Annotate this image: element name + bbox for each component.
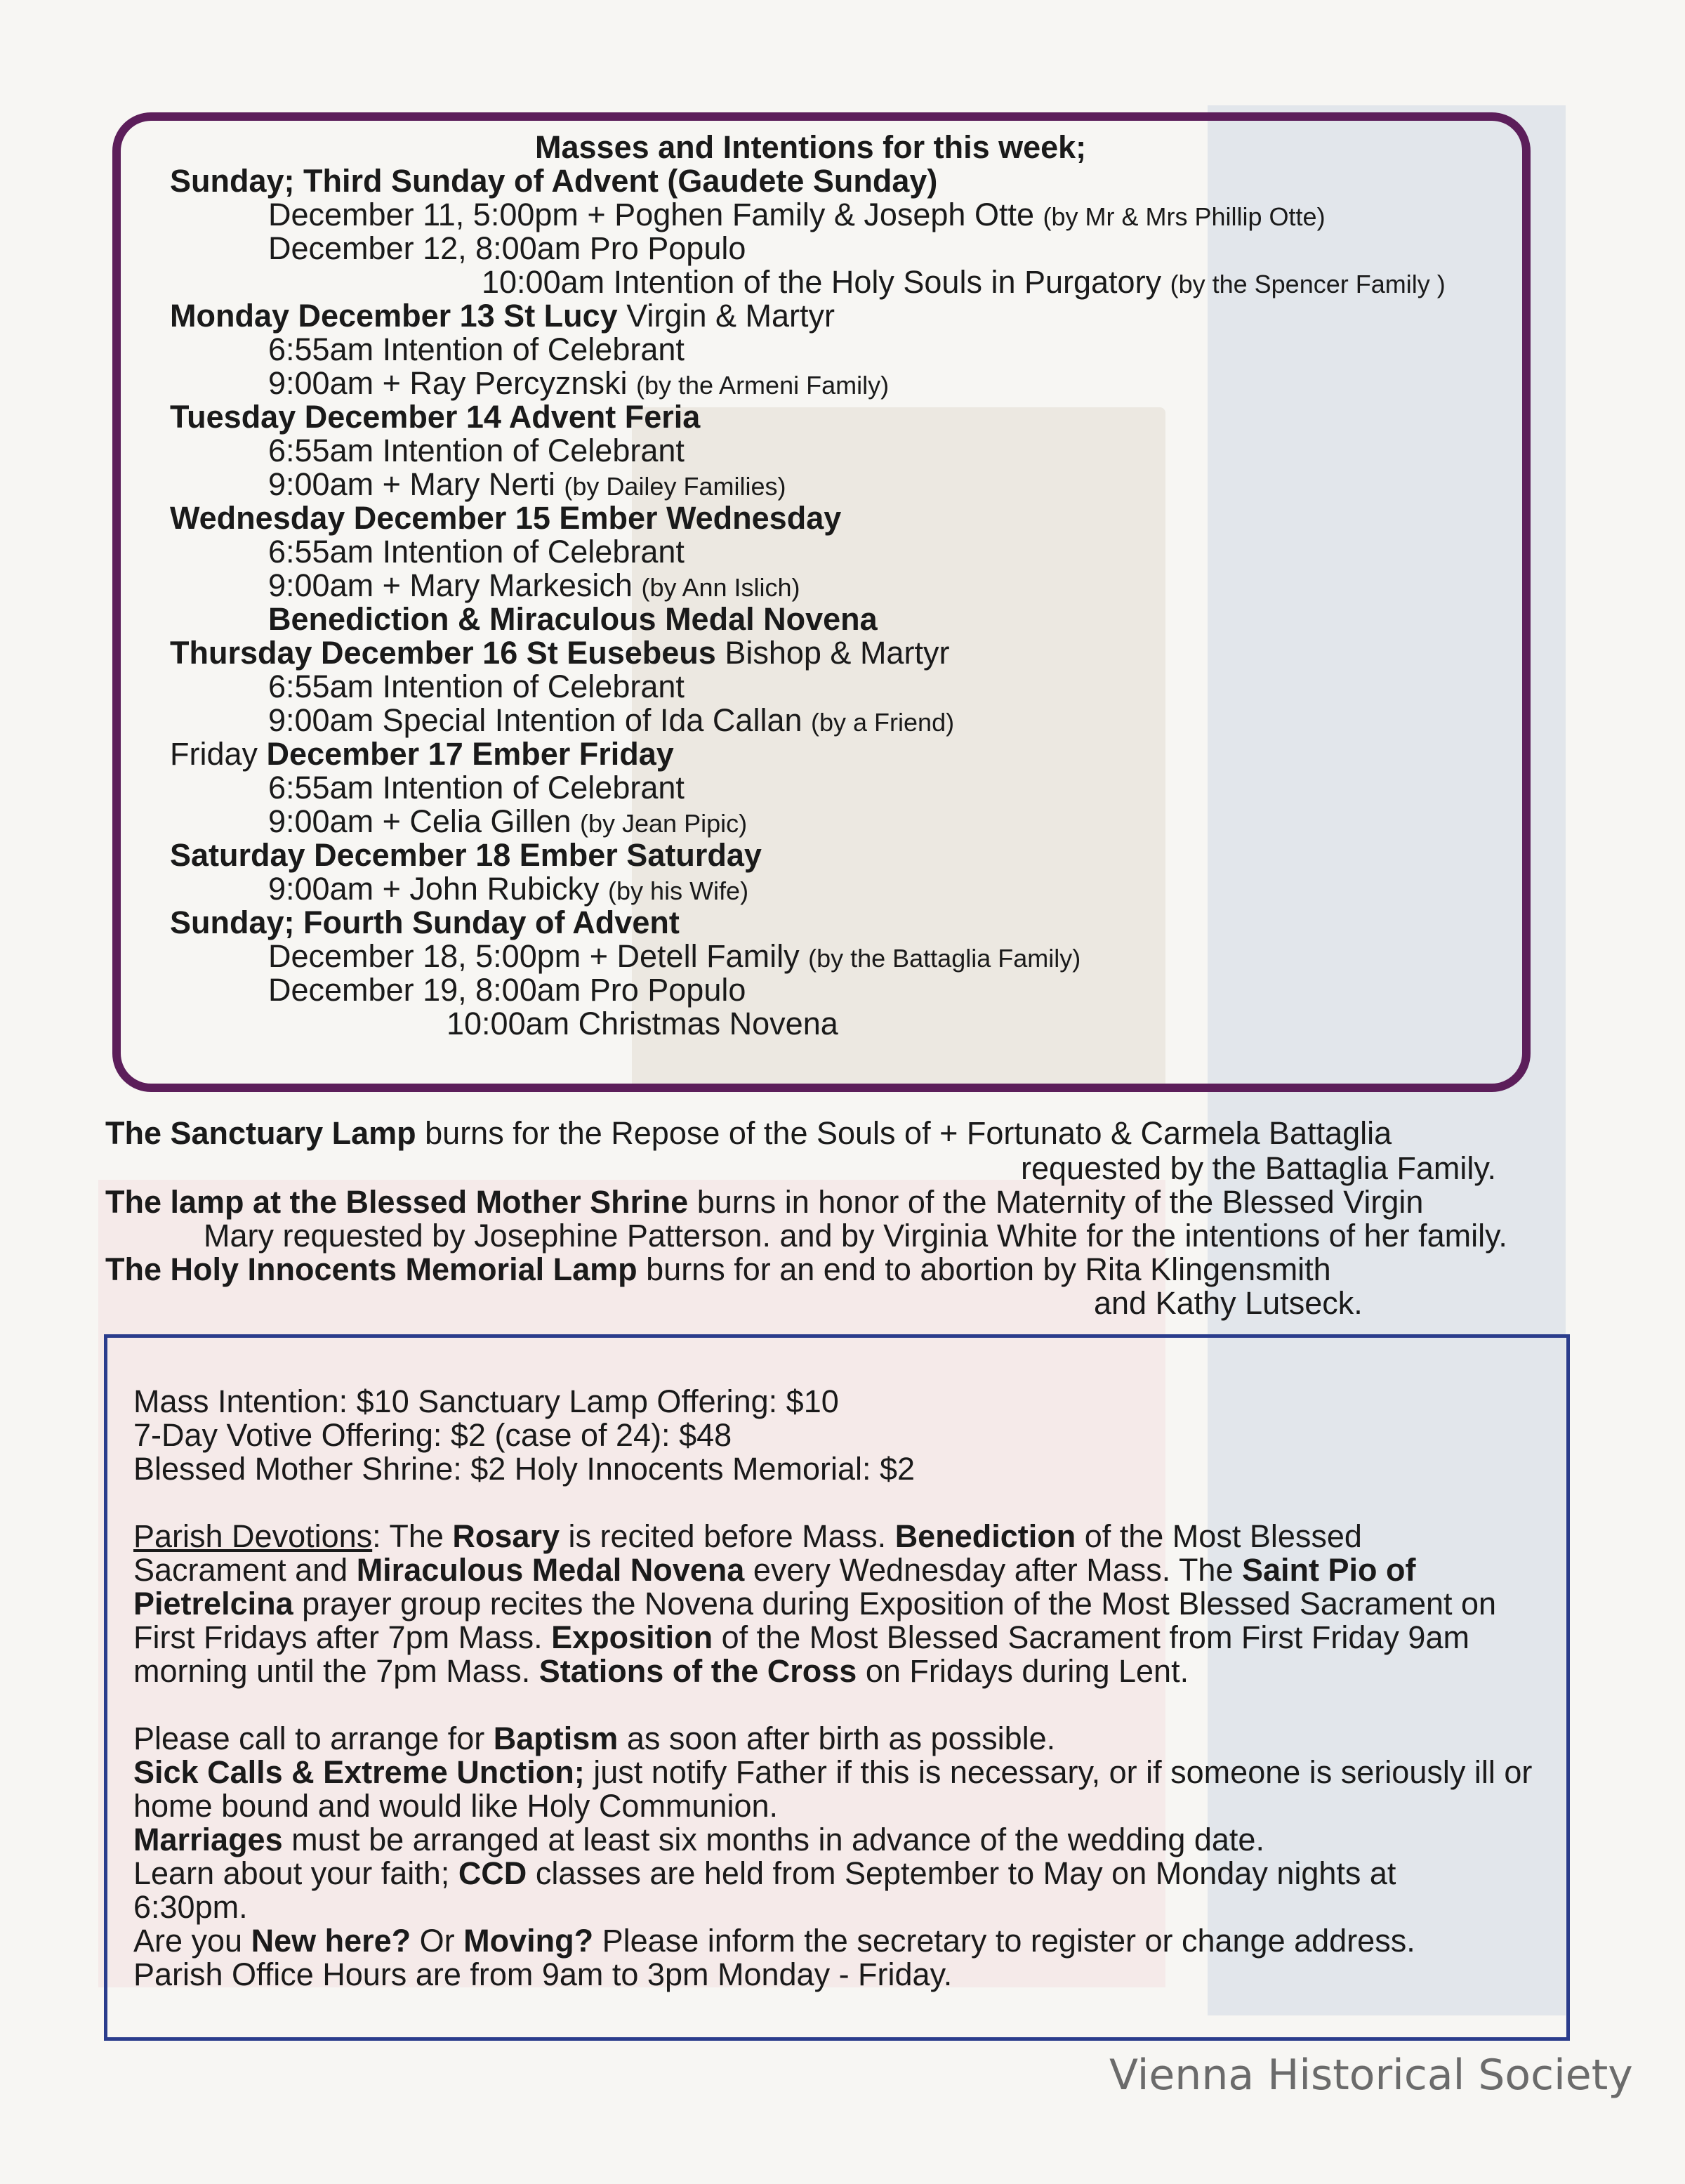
day-heading: Tuesday December 14 Advent Feria	[170, 399, 701, 435]
day-heading: Sunday; Fourth Sunday of Advent	[170, 904, 680, 940]
day-heading: Wednesday December 15 Ember Wednesday	[170, 500, 842, 536]
mass-line: Benediction & Miraculous Medal Novena	[268, 601, 878, 637]
sanctuary-lamp-requester: requested by the Battaglia Family.	[1021, 1150, 1497, 1186]
devotions-line: Pietrelcina prayer group recites the Novena during Exposition of the Most Blessed Sacrament on	[133, 1586, 1497, 1621]
sanctuary-lamp-line: The Sanctuary Lamp burns for the Repose of the Souls of + Fortunato & Carmela Battaglia	[105, 1115, 1392, 1151]
day-heading: Sunday; Third Sunday of Advent (Gaudete Sunday)	[170, 163, 938, 199]
devotions-line: Sacrament and Miraculous Medal Novena every Wednesday after Mass. The Saint Pio of	[133, 1552, 1416, 1588]
new-here-line: Are you New here? Or Moving? Please inform the secretary to register or change address.	[133, 1923, 1415, 1959]
mass-line: 10:00am Christmas Novena	[447, 1006, 838, 1041]
mass-line: 6:55am Intention of Celebrant	[268, 770, 685, 805]
offering-line: 7-Day Votive Offering: $2 (case of 24): $48	[133, 1417, 732, 1453]
offering-line: Mass Intention: $10 Sanctuary Lamp Offering: $10	[133, 1383, 839, 1419]
day-heading: Monday December 13 St Lucy Virgin & Martyr	[170, 298, 835, 334]
mass-line: 9:00am + Mary Markesich (by Ann Islich)	[268, 567, 800, 603]
mass-line: 9:00am + John Rubicky (by his Wife)	[268, 871, 749, 907]
mother-shrine-lamp-requester: Mary requested by Josephine Patterson. and by Virginia White for the intentions of her family.	[204, 1218, 1507, 1254]
sick-calls-line: home bound and would like Holy Communion.	[133, 1788, 779, 1824]
marriages-line: Marriages must be arranged at least six months in advance of the wedding date.	[133, 1822, 1264, 1857]
mass-line: 6:55am Intention of Celebrant	[268, 534, 685, 570]
day-heading: Thursday December 16 St Eusebeus Bishop & Martyr	[170, 635, 950, 671]
watermark-text: Vienna Historical Society	[1109, 2051, 1633, 2100]
mass-line: 10:00am Intention of the Holy Souls in Purgatory (by the Spencer Family )	[482, 264, 1446, 300]
offering-line: Blessed Mother Shrine: $2 Holy Innocents Memorial: $2	[133, 1451, 916, 1487]
mass-line: 9:00am + Mary Nerti (by Dailey Families)	[268, 466, 786, 502]
office-hours-line: Parish Office Hours are from 9am to 3pm Monday - Friday.	[133, 1956, 953, 1992]
mass-line: December 11, 5:00pm + Poghen Family & Joseph Otte (by Mr & Mrs Phillip Otte)	[268, 197, 1326, 232]
mass-line: December 18, 5:00pm + Detell Family (by the Battaglia Family)	[268, 938, 1081, 974]
mass-line: December 19, 8:00am Pro Populo	[268, 972, 746, 1008]
mass-line: 6:55am Intention of Celebrant	[268, 331, 685, 367]
mass-line: 9:00am Special Intention of Ida Callan (by a Friend)	[268, 702, 955, 738]
mass-line: 6:55am Intention of Celebrant	[268, 669, 685, 704]
ccd-line: 6:30pm.	[133, 1889, 248, 1925]
mass-line: December 12, 8:00am Pro Populo	[268, 230, 746, 266]
masses-heading: Masses and Intentions for this week;	[535, 129, 1087, 165]
mass-line: 6:55am Intention of Celebrant	[268, 433, 685, 468]
innocents-lamp-line: The Holy Innocents Memorial Lamp burns for an end to abortion by Rita Klingensmith	[105, 1251, 1331, 1287]
devotions-line: morning until the 7pm Mass. Stations of the Cross on Fridays during Lent.	[133, 1653, 1189, 1689]
day-heading: Friday December 17 Ember Friday	[170, 736, 674, 772]
mother-shrine-lamp-line: The lamp at the Blessed Mother Shrine burns in honor of the Maternity of the Blessed Virgin	[105, 1184, 1424, 1220]
devotions-line: First Fridays after 7pm Mass. Exposition of the Most Blessed Sacrament from First Friday 9am	[133, 1619, 1469, 1655]
ccd-line: Learn about your faith; CCD classes are held from September to May on Monday nights at	[133, 1855, 1396, 1891]
mass-line: 9:00am + Ray Percyznski (by the Armeni Family)	[268, 365, 890, 401]
devotions-line: Parish Devotions: The Rosary is recited before Mass. Benediction of the Most Blessed	[133, 1518, 1362, 1554]
innocents-lamp-requester: and Kathy Lutseck.	[1094, 1285, 1363, 1321]
day-heading: Saturday December 18 Ember Saturday	[170, 837, 762, 873]
mass-line: 9:00am + Celia Gillen (by Jean Pipic)	[268, 803, 748, 839]
baptism-line: Please call to arrange for Baptism as soon after birth as possible.	[133, 1721, 1056, 1756]
sick-calls-line: Sick Calls & Extreme Unction; just notify Father if this is necessary, or if someone is seriously ill or	[133, 1754, 1533, 1790]
